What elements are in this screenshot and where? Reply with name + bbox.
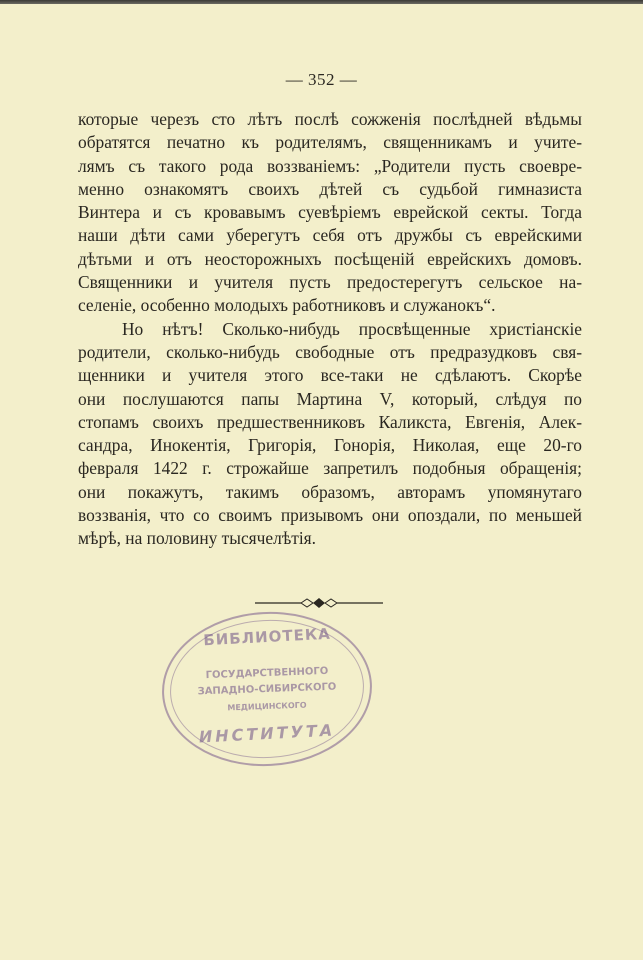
text-line: сандра, Инокентія, Григорія, Гонорія, Николая, еще 20-го bbox=[78, 435, 582, 456]
ornament-divider bbox=[255, 596, 383, 610]
page-number: — 352 — bbox=[285, 70, 358, 89]
text-line: обратятся печатно къ родителямъ, священникамъ и учите- bbox=[78, 132, 582, 153]
text-line: менно ознакомятъ своихъ дѣтей съ судьбой гимназиста bbox=[78, 178, 582, 199]
stamp-line-4: МЕДИЦИНСКОГО bbox=[227, 700, 307, 713]
text-line: воззванія, что со своимъ призывомъ они опоздали, по меньшей bbox=[78, 505, 582, 526]
text-line: Священники и учителя пусть предостерегутъ сельское на- bbox=[78, 272, 582, 293]
text-line: стопамъ своихъ предшественниковъ Каликста, Евгенія, Алек- bbox=[78, 411, 582, 432]
text-line: лямъ съ такого рода воззваніемъ: „Родители пусть своевре- bbox=[78, 155, 582, 176]
text-line: мѣрѣ, на половину тысячелѣтія. bbox=[78, 528, 317, 549]
paragraph-2 bbox=[78, 318, 582, 551]
library-stamp bbox=[162, 612, 372, 766]
stamp-line-2: ГОСУДАРСТВЕННОГО bbox=[205, 665, 329, 682]
text-line: которые черезъ сто лѣтъ послѣ сожженія послѣдней вѣдьмы bbox=[78, 109, 582, 129]
text-line: селеніе, особенно молодыхъ работниковъ и служанокъ“. bbox=[78, 295, 496, 316]
paragraph-1 bbox=[78, 108, 582, 318]
top-border-rule bbox=[0, 0, 643, 4]
text-line: наши дѣти сами уберегутъ себя отъ дружбы съ еврейскими bbox=[78, 225, 582, 246]
text-line: они покажутъ, такимъ образомъ, авторамъ упомянутаго bbox=[78, 481, 582, 502]
stamp-line-1: БИБЛИОТЕКА bbox=[202, 624, 332, 650]
text-line: дѣтьми и отъ неосторожныхъ посѣщеній еврейскихъ домовъ. bbox=[78, 248, 582, 269]
text-line: щенники и учителя этого все-таки не сдѣлаютъ. Скорѣе bbox=[78, 365, 582, 386]
body-text bbox=[78, 108, 582, 551]
text-line: Но нѣтъ! Сколько-нибудь просвѣщенные христіанскіе bbox=[122, 318, 582, 339]
stamp-line-5: ИНСТИТУТА bbox=[198, 720, 336, 747]
text-line: февраля 1422 г. строжайше запретилъ подобныя обращенія; bbox=[78, 458, 582, 479]
text-line: Винтера и съ кровавымъ суевѣріемъ еврейской секты. Тогда bbox=[78, 202, 582, 223]
stamp-line-3: ЗАПАДНО-СИБИРСКОГО bbox=[197, 681, 337, 698]
text-line: родители, сколько-нибудь свободные отъ предразудковъ свя- bbox=[78, 341, 582, 362]
text-line: они послушаются папы Мартина V, который, слѣдуя по bbox=[78, 388, 582, 409]
